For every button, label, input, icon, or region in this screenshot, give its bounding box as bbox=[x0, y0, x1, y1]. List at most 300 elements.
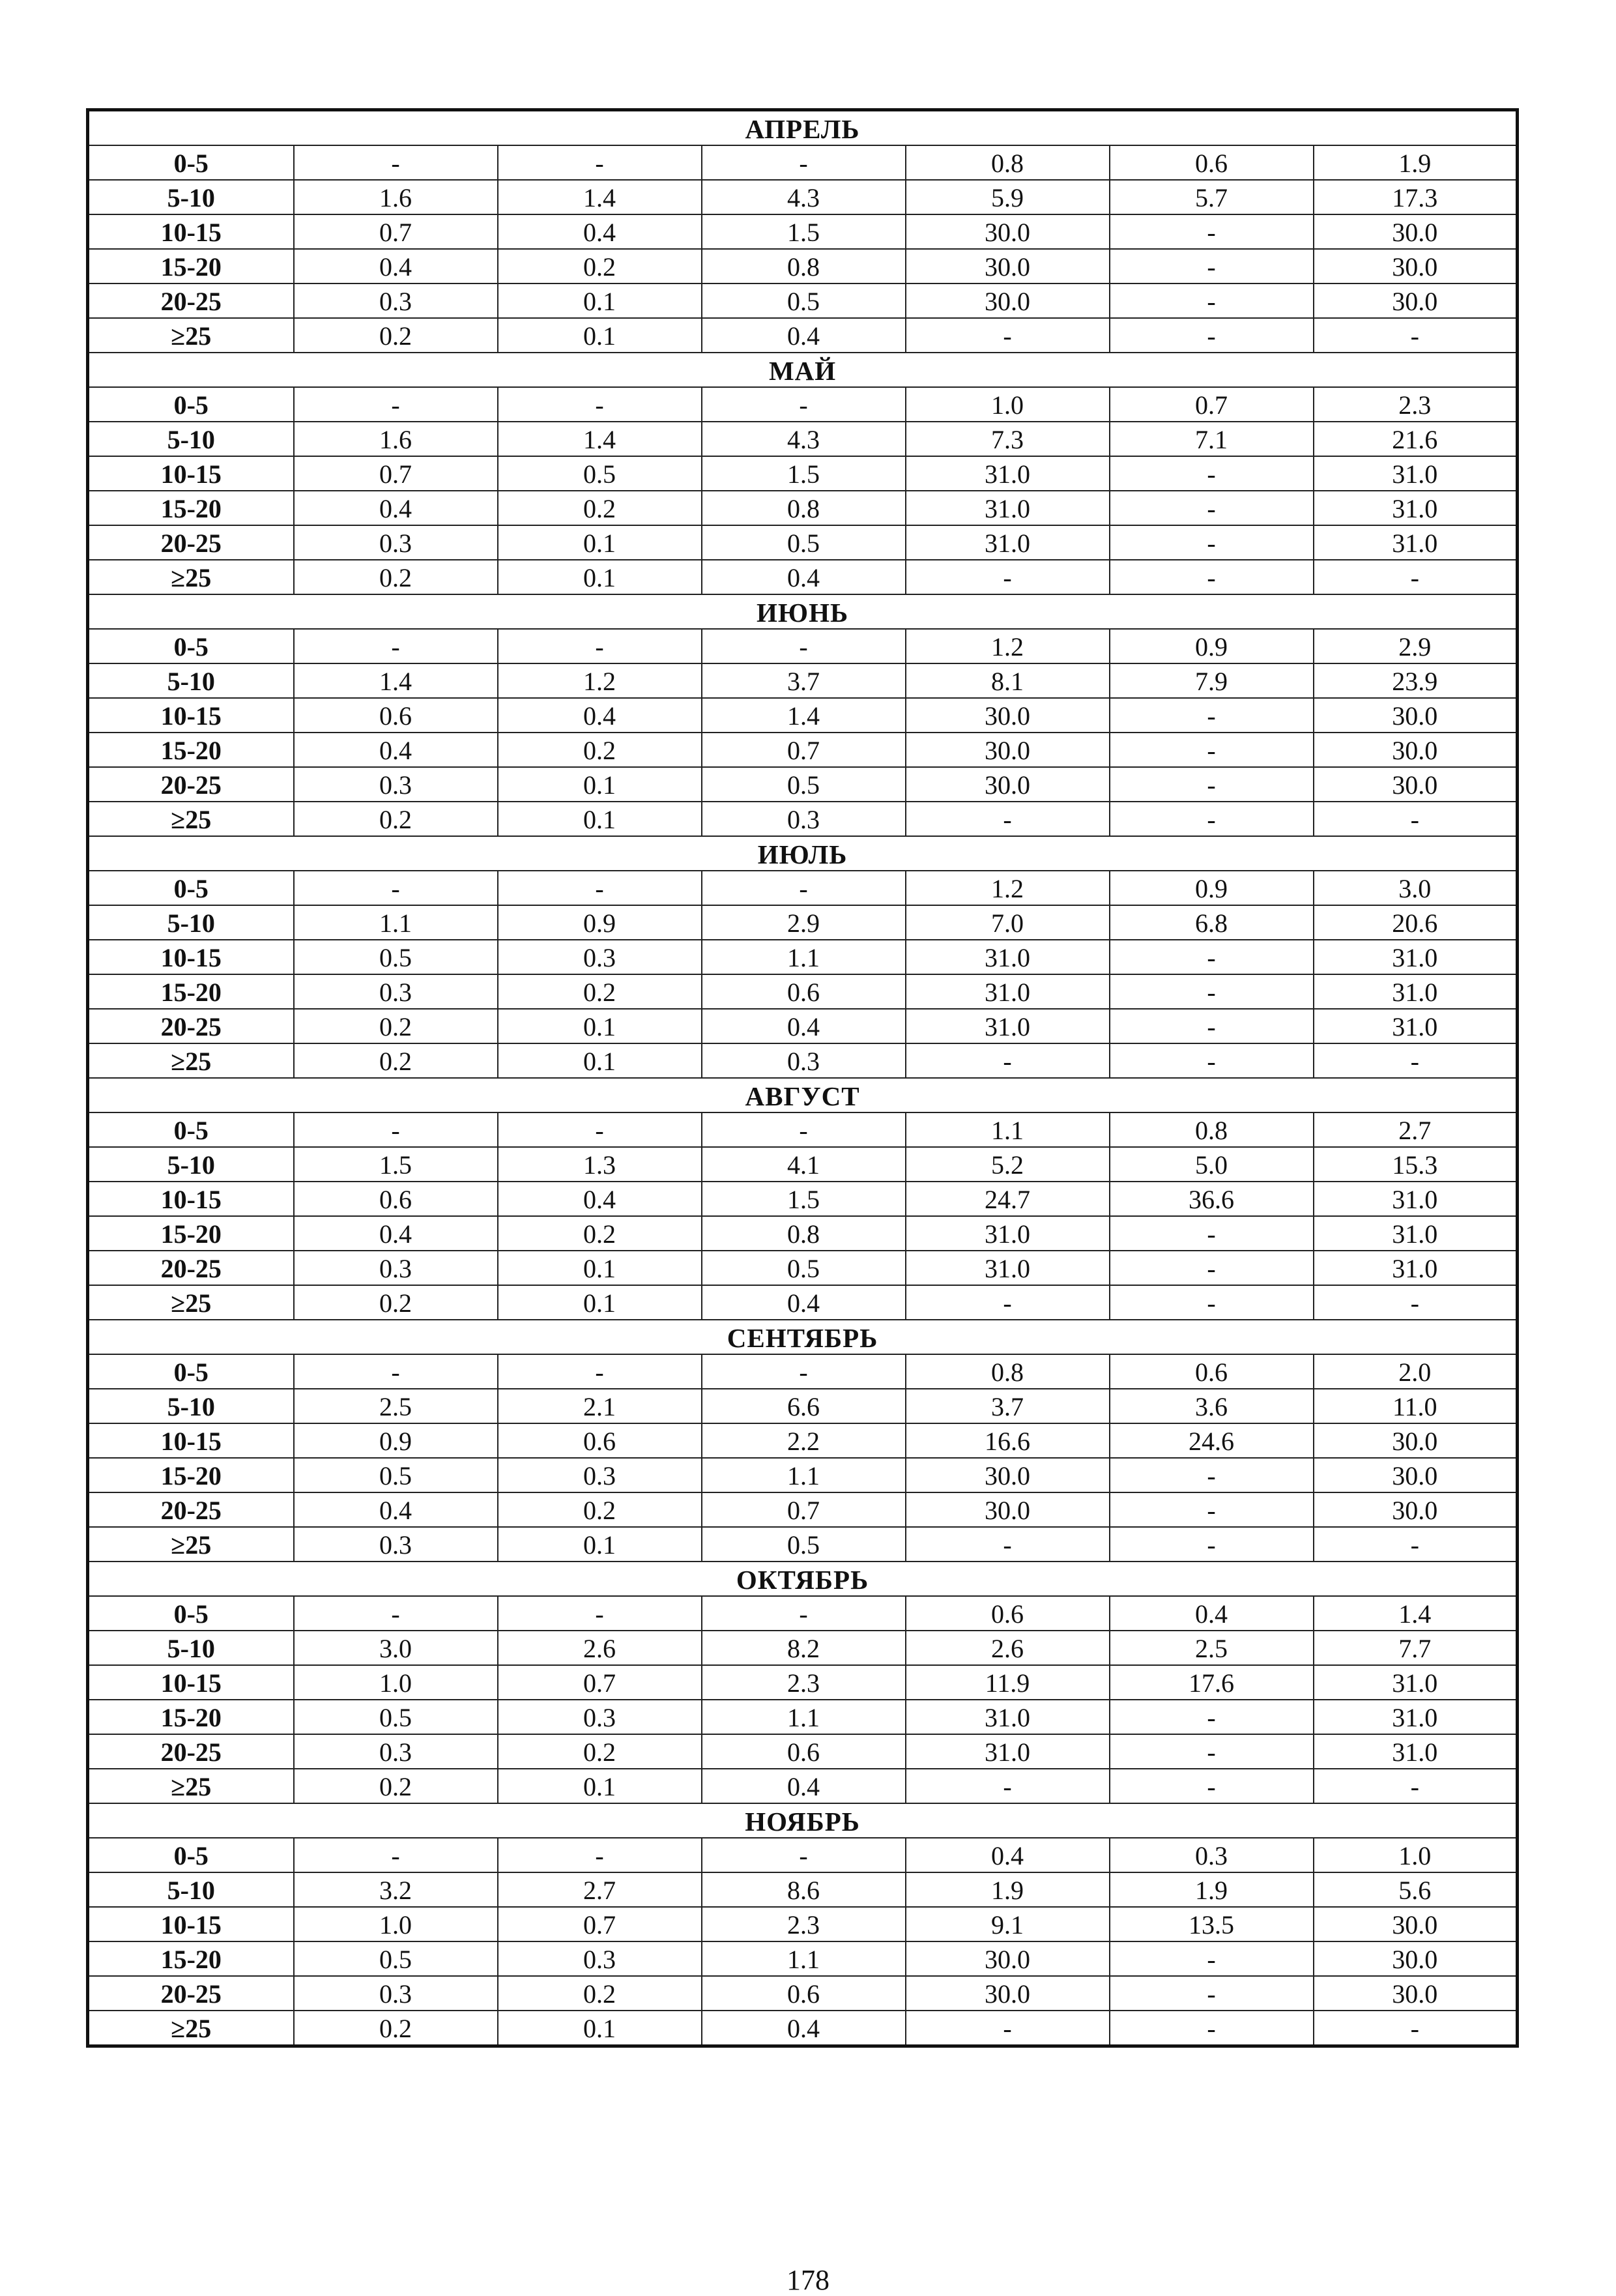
table-cell: - bbox=[1110, 214, 1314, 249]
table-row bbox=[88, 1976, 1518, 2011]
row-label: 0-5 bbox=[88, 871, 294, 905]
table-cell: 31.0 bbox=[1314, 1700, 1518, 1734]
table-row bbox=[88, 1354, 1518, 1389]
table-row bbox=[88, 1009, 1518, 1043]
table-cell: 3.6 bbox=[1110, 1389, 1314, 1423]
month-title: ИЮНЬ bbox=[88, 594, 1518, 629]
table-cell: 30.0 bbox=[1314, 698, 1518, 733]
table-cell: - bbox=[702, 871, 906, 905]
table-cell: 0.9 bbox=[1110, 871, 1314, 905]
table-row bbox=[88, 1147, 1518, 1182]
table-cell: - bbox=[1314, 1285, 1518, 1320]
table-cell: 0.1 bbox=[498, 525, 702, 560]
table-cell: 0.3 bbox=[294, 1251, 498, 1285]
table-cell: 0.2 bbox=[294, 560, 498, 594]
table-cell: 1.2 bbox=[906, 629, 1110, 663]
table-cell: 31.0 bbox=[906, 1734, 1110, 1769]
table-cell: 0.2 bbox=[498, 1976, 702, 2011]
table-cell: 5.9 bbox=[906, 180, 1110, 214]
table-row bbox=[88, 387, 1518, 422]
table-cell: - bbox=[906, 1285, 1110, 1320]
table-cell: - bbox=[1314, 1043, 1518, 1078]
table-cell: 0.4 bbox=[702, 560, 906, 594]
table-row bbox=[88, 1941, 1518, 1976]
table-row bbox=[88, 456, 1518, 491]
table-cell: 31.0 bbox=[1314, 491, 1518, 525]
table-cell: 1.3 bbox=[498, 1147, 702, 1182]
table-cell: - bbox=[702, 1838, 906, 1872]
table-cell: 31.0 bbox=[1314, 1182, 1518, 1216]
table-cell: 31.0 bbox=[906, 525, 1110, 560]
table-cell: 0.3 bbox=[294, 767, 498, 802]
table-cell: 4.3 bbox=[702, 180, 906, 214]
table-cell: 8.1 bbox=[906, 663, 1110, 698]
table-cell: 0.1 bbox=[498, 2011, 702, 2046]
table-cell: 0.5 bbox=[294, 1458, 498, 1492]
table-cell: 2.6 bbox=[498, 1631, 702, 1665]
table-cell: 0.4 bbox=[1110, 1596, 1314, 1631]
table-cell: 31.0 bbox=[906, 1216, 1110, 1251]
table-cell: 1.6 bbox=[294, 422, 498, 456]
table-cell: 30.0 bbox=[906, 1941, 1110, 1976]
table-cell: 31.0 bbox=[906, 1700, 1110, 1734]
table-cell: - bbox=[1110, 1976, 1314, 2011]
data-table bbox=[86, 108, 1519, 2048]
table-cell: 2.9 bbox=[702, 905, 906, 940]
row-label: 10-15 bbox=[88, 698, 294, 733]
table-cell: 0.5 bbox=[702, 525, 906, 560]
table-cell: 0.9 bbox=[294, 1423, 498, 1458]
table-cell: 1.4 bbox=[294, 663, 498, 698]
table-cell: 30.0 bbox=[1314, 1976, 1518, 2011]
table-cell: 0.6 bbox=[294, 698, 498, 733]
table-cell: 0.6 bbox=[1110, 145, 1314, 180]
table-cell: 30.0 bbox=[1314, 249, 1518, 283]
month-title: ОКТЯБРЬ bbox=[88, 1562, 1518, 1596]
table-cell: 2.3 bbox=[702, 1907, 906, 1941]
table-cell: 0.3 bbox=[702, 802, 906, 836]
table-cell: - bbox=[1314, 802, 1518, 836]
table-row bbox=[88, 1251, 1518, 1285]
table-cell: - bbox=[906, 560, 1110, 594]
table-cell: - bbox=[1110, 1492, 1314, 1527]
table-cell: 0.6 bbox=[498, 1423, 702, 1458]
table-cell: - bbox=[1314, 560, 1518, 594]
table-cell: - bbox=[1314, 1769, 1518, 1803]
table-cell: 24.7 bbox=[906, 1182, 1110, 1216]
table-row bbox=[88, 249, 1518, 283]
table-cell: 0.2 bbox=[498, 1492, 702, 1527]
row-label: ≥25 bbox=[88, 1769, 294, 1803]
table-cell: - bbox=[1314, 2011, 1518, 2046]
table-row bbox=[88, 1769, 1518, 1803]
table-cell: 1.0 bbox=[294, 1665, 498, 1700]
table-cell: - bbox=[1110, 1734, 1314, 1769]
row-label: 0-5 bbox=[88, 629, 294, 663]
table-cell: 1.9 bbox=[1314, 145, 1518, 180]
table-cell: - bbox=[906, 2011, 1110, 2046]
table-cell: 0.1 bbox=[498, 1251, 702, 1285]
table-cell: 1.4 bbox=[1314, 1596, 1518, 1631]
table-cell: 7.3 bbox=[906, 422, 1110, 456]
table-cell: 0.1 bbox=[498, 1769, 702, 1803]
table-cell: 2.5 bbox=[294, 1389, 498, 1423]
table-row bbox=[88, 974, 1518, 1009]
table-cell: 0.3 bbox=[702, 1043, 906, 1078]
row-label: 0-5 bbox=[88, 1112, 294, 1147]
table-cell: - bbox=[906, 1043, 1110, 1078]
table-cell: 2.3 bbox=[1314, 387, 1518, 422]
table-cell: - bbox=[702, 387, 906, 422]
table-cell: - bbox=[294, 145, 498, 180]
row-label: 20-25 bbox=[88, 1009, 294, 1043]
table-cell: 0.9 bbox=[1110, 629, 1314, 663]
table-cell: 0.5 bbox=[702, 283, 906, 318]
table-cell: 0.7 bbox=[294, 456, 498, 491]
row-label: 0-5 bbox=[88, 145, 294, 180]
table-cell: 1.4 bbox=[498, 180, 702, 214]
table-cell: 30.0 bbox=[1314, 1423, 1518, 1458]
page-number: 178 bbox=[786, 2264, 830, 2296]
table-cell: 7.0 bbox=[906, 905, 1110, 940]
table-cell: 0.4 bbox=[498, 1182, 702, 1216]
table-cell: 1.2 bbox=[498, 663, 702, 698]
table-cell: 0.3 bbox=[498, 1458, 702, 1492]
table-cell: 0.4 bbox=[906, 1838, 1110, 1872]
table-cell: 5.0 bbox=[1110, 1147, 1314, 1182]
table-cell: 13.5 bbox=[1110, 1907, 1314, 1941]
table-cell: - bbox=[1110, 1458, 1314, 1492]
table-row bbox=[88, 180, 1518, 214]
table-cell: 3.0 bbox=[1314, 871, 1518, 905]
table-cell: - bbox=[294, 871, 498, 905]
table-cell: 30.0 bbox=[906, 1492, 1110, 1527]
table-cell: 7.9 bbox=[1110, 663, 1314, 698]
row-label: 20-25 bbox=[88, 525, 294, 560]
table-cell: 31.0 bbox=[1314, 456, 1518, 491]
row-label: ≥25 bbox=[88, 2011, 294, 2046]
table-cell: - bbox=[498, 145, 702, 180]
month-title: МАЙ bbox=[88, 353, 1518, 387]
table-cell: 0.2 bbox=[498, 249, 702, 283]
table-cell: 1.5 bbox=[702, 1182, 906, 1216]
table-cell: - bbox=[1110, 940, 1314, 974]
table-row bbox=[88, 1907, 1518, 1941]
table-cell: 0.4 bbox=[702, 2011, 906, 2046]
table-row bbox=[88, 802, 1518, 836]
table-cell: 30.0 bbox=[906, 767, 1110, 802]
table-cell: 0.7 bbox=[702, 1492, 906, 1527]
table-cell: 0.1 bbox=[498, 1043, 702, 1078]
row-label: 10-15 bbox=[88, 456, 294, 491]
row-label: 20-25 bbox=[88, 1251, 294, 1285]
table-cell: 0.8 bbox=[702, 249, 906, 283]
row-label: 5-10 bbox=[88, 1872, 294, 1907]
table-cell: 1.0 bbox=[1314, 1838, 1518, 1872]
table-row bbox=[88, 1389, 1518, 1423]
table-cell: 30.0 bbox=[906, 249, 1110, 283]
table-cell: 1.6 bbox=[294, 180, 498, 214]
table-cell: 4.3 bbox=[702, 422, 906, 456]
row-label: 20-25 bbox=[88, 767, 294, 802]
table-cell: - bbox=[1110, 1043, 1314, 1078]
table-cell: - bbox=[1110, 318, 1314, 353]
table-cell: 0.2 bbox=[294, 1769, 498, 1803]
table-cell: - bbox=[1110, 1009, 1314, 1043]
table-cell: - bbox=[498, 1838, 702, 1872]
table-cell: 1.5 bbox=[702, 214, 906, 249]
table-cell: 0.3 bbox=[498, 940, 702, 974]
row-label: 15-20 bbox=[88, 491, 294, 525]
row-label: 10-15 bbox=[88, 1907, 294, 1941]
table-cell: 0.7 bbox=[498, 1907, 702, 1941]
row-label: ≥25 bbox=[88, 1285, 294, 1320]
table-cell: - bbox=[1110, 283, 1314, 318]
table-cell: 30.0 bbox=[906, 214, 1110, 249]
table-cell: - bbox=[1110, 1769, 1314, 1803]
table-cell: 2.7 bbox=[1314, 1112, 1518, 1147]
table-cell: - bbox=[702, 145, 906, 180]
table-row bbox=[88, 560, 1518, 594]
table-row bbox=[88, 1216, 1518, 1251]
table-cell: - bbox=[1110, 767, 1314, 802]
table-cell: 30.0 bbox=[1314, 733, 1518, 767]
table-cell: 0.2 bbox=[498, 733, 702, 767]
table-row bbox=[88, 663, 1518, 698]
row-label: 10-15 bbox=[88, 214, 294, 249]
table-cell: 0.2 bbox=[294, 318, 498, 353]
month-title: НОЯБРЬ bbox=[88, 1803, 1518, 1838]
row-label: 20-25 bbox=[88, 1492, 294, 1527]
table-cell: 31.0 bbox=[906, 1251, 1110, 1285]
table-cell: 1.1 bbox=[294, 905, 498, 940]
table-cell: 7.7 bbox=[1314, 1631, 1518, 1665]
table-row bbox=[88, 1458, 1518, 1492]
table-row bbox=[88, 525, 1518, 560]
table-cell: 1.1 bbox=[702, 1941, 906, 1976]
table-cell: 0.5 bbox=[702, 1251, 906, 1285]
table-row bbox=[88, 318, 1518, 353]
table-row bbox=[88, 145, 1518, 180]
table-cell: 0.2 bbox=[498, 974, 702, 1009]
table-row bbox=[88, 698, 1518, 733]
table-row bbox=[88, 1665, 1518, 1700]
row-label: ≥25 bbox=[88, 1043, 294, 1078]
table-body bbox=[88, 110, 1518, 2046]
table-row bbox=[88, 871, 1518, 905]
table-cell: - bbox=[498, 1596, 702, 1631]
table-cell: 0.6 bbox=[702, 974, 906, 1009]
table-cell: 30.0 bbox=[1314, 767, 1518, 802]
table-cell: 1.9 bbox=[906, 1872, 1110, 1907]
table-cell: 0.8 bbox=[906, 1354, 1110, 1389]
table-row bbox=[88, 1423, 1518, 1458]
table-cell: - bbox=[1110, 456, 1314, 491]
row-label: ≥25 bbox=[88, 1527, 294, 1562]
table-cell: - bbox=[1110, 1285, 1314, 1320]
table-cell: 0.4 bbox=[702, 1285, 906, 1320]
row-label: 20-25 bbox=[88, 1976, 294, 2011]
table-cell: - bbox=[906, 802, 1110, 836]
table-cell: 0.6 bbox=[1110, 1354, 1314, 1389]
table-cell: 0.5 bbox=[702, 1527, 906, 1562]
row-label: 0-5 bbox=[88, 387, 294, 422]
row-label: ≥25 bbox=[88, 802, 294, 836]
row-label: 15-20 bbox=[88, 1700, 294, 1734]
table-cell: 20.6 bbox=[1314, 905, 1518, 940]
table-cell: 3.7 bbox=[906, 1389, 1110, 1423]
table-cell: - bbox=[294, 1112, 498, 1147]
table-cell: 0.4 bbox=[294, 249, 498, 283]
table-row bbox=[88, 1285, 1518, 1320]
row-label: 5-10 bbox=[88, 1389, 294, 1423]
table-cell: 2.5 bbox=[1110, 1631, 1314, 1665]
table-cell: 31.0 bbox=[1314, 974, 1518, 1009]
table-row bbox=[88, 1838, 1518, 1872]
table-cell: 30.0 bbox=[1314, 1492, 1518, 1527]
table-cell: 1.5 bbox=[702, 456, 906, 491]
table-cell: 1.5 bbox=[294, 1147, 498, 1182]
table-cell: - bbox=[498, 871, 702, 905]
table-cell: 0.4 bbox=[294, 733, 498, 767]
table-cell: 0.6 bbox=[906, 1596, 1110, 1631]
table-cell: - bbox=[1110, 802, 1314, 836]
table-cell: 31.0 bbox=[1314, 1216, 1518, 1251]
table-row bbox=[88, 767, 1518, 802]
month-title: АВГУСТ bbox=[88, 1078, 1518, 1112]
month-header-row bbox=[88, 353, 1518, 387]
table-cell: 1.1 bbox=[702, 940, 906, 974]
month-title: ИЮЛЬ bbox=[88, 836, 1518, 871]
table-cell: 0.8 bbox=[906, 145, 1110, 180]
row-label: 5-10 bbox=[88, 1147, 294, 1182]
table-cell: 0.2 bbox=[498, 1216, 702, 1251]
table-cell: 0.4 bbox=[702, 318, 906, 353]
month-header-row bbox=[88, 110, 1518, 146]
table-cell: 0.1 bbox=[498, 802, 702, 836]
table-cell: 1.1 bbox=[702, 1458, 906, 1492]
table-cell: 0.1 bbox=[498, 767, 702, 802]
table-cell: 0.1 bbox=[498, 560, 702, 594]
table-cell: 5.6 bbox=[1314, 1872, 1518, 1907]
table-cell: 8.2 bbox=[702, 1631, 906, 1665]
table-cell: 0.4 bbox=[294, 1216, 498, 1251]
table-cell: 2.7 bbox=[498, 1872, 702, 1907]
table-cell: - bbox=[702, 1112, 906, 1147]
table-cell: 24.6 bbox=[1110, 1423, 1314, 1458]
table-cell: 11.0 bbox=[1314, 1389, 1518, 1423]
table-cell: 2.0 bbox=[1314, 1354, 1518, 1389]
table-row bbox=[88, 1700, 1518, 1734]
table-row bbox=[88, 1631, 1518, 1665]
table-row bbox=[88, 1112, 1518, 1147]
table-cell: 4.1 bbox=[702, 1147, 906, 1182]
table-cell: 30.0 bbox=[1314, 283, 1518, 318]
month-title: СЕНТЯБРЬ bbox=[88, 1320, 1518, 1354]
table-cell: 2.9 bbox=[1314, 629, 1518, 663]
table-cell: 15.3 bbox=[1314, 1147, 1518, 1182]
table-cell: - bbox=[498, 629, 702, 663]
table-cell: 31.0 bbox=[1314, 1665, 1518, 1700]
table-cell: 0.5 bbox=[294, 940, 498, 974]
table-cell: 30.0 bbox=[906, 698, 1110, 733]
table-cell: 0.3 bbox=[1110, 1838, 1314, 1872]
table-cell: 1.4 bbox=[498, 422, 702, 456]
month-header-row bbox=[88, 836, 1518, 871]
row-label: 10-15 bbox=[88, 1665, 294, 1700]
month-title: АПРЕЛЬ bbox=[88, 110, 1518, 146]
row-label: 0-5 bbox=[88, 1596, 294, 1631]
row-label: 0-5 bbox=[88, 1354, 294, 1389]
table-cell: 3.7 bbox=[702, 663, 906, 698]
table-cell: 30.0 bbox=[906, 283, 1110, 318]
table-cell: - bbox=[1110, 1941, 1314, 1976]
row-label: 15-20 bbox=[88, 1216, 294, 1251]
table-cell: 0.4 bbox=[702, 1769, 906, 1803]
table-row bbox=[88, 422, 1518, 456]
table-cell: 1.0 bbox=[906, 387, 1110, 422]
table-cell: - bbox=[1110, 249, 1314, 283]
table-row bbox=[88, 1492, 1518, 1527]
table-cell: 0.7 bbox=[1110, 387, 1314, 422]
table-row bbox=[88, 1734, 1518, 1769]
table-cell: 31.0 bbox=[1314, 1009, 1518, 1043]
table-cell: 0.2 bbox=[294, 2011, 498, 2046]
table-cell: 0.2 bbox=[294, 802, 498, 836]
table-row bbox=[88, 1043, 1518, 1078]
table-cell: 0.8 bbox=[702, 1216, 906, 1251]
table-cell: 0.8 bbox=[1110, 1112, 1314, 1147]
table-row bbox=[88, 491, 1518, 525]
table-cell: 2.3 bbox=[702, 1665, 906, 1700]
table-cell: 23.9 bbox=[1314, 663, 1518, 698]
table-cell: 0.4 bbox=[294, 1492, 498, 1527]
table-cell: 31.0 bbox=[906, 940, 1110, 974]
row-label: 10-15 bbox=[88, 940, 294, 974]
table-row bbox=[88, 283, 1518, 318]
table-cell: 0.5 bbox=[498, 456, 702, 491]
table-cell: 3.0 bbox=[294, 1631, 498, 1665]
table-cell: 30.0 bbox=[906, 1976, 1110, 2011]
table-cell: 0.4 bbox=[498, 698, 702, 733]
table-cell: 6.6 bbox=[702, 1389, 906, 1423]
table-cell: - bbox=[1110, 974, 1314, 1009]
table-cell: 1.4 bbox=[702, 698, 906, 733]
table-cell: 0.9 bbox=[498, 905, 702, 940]
table-cell: - bbox=[1110, 1216, 1314, 1251]
table-cell: 0.2 bbox=[294, 1285, 498, 1320]
table-row bbox=[88, 1596, 1518, 1631]
table-cell: - bbox=[702, 1596, 906, 1631]
table-cell: 0.6 bbox=[702, 1734, 906, 1769]
row-label: 5-10 bbox=[88, 1631, 294, 1665]
table-cell: - bbox=[1314, 318, 1518, 353]
table-row bbox=[88, 1527, 1518, 1562]
table-cell: 1.9 bbox=[1110, 1872, 1314, 1907]
table-cell: 0.5 bbox=[294, 1941, 498, 1976]
table-cell: 0.3 bbox=[294, 1734, 498, 1769]
row-label: 15-20 bbox=[88, 1941, 294, 1976]
table-row bbox=[88, 905, 1518, 940]
table-cell: 30.0 bbox=[906, 1458, 1110, 1492]
row-label: 0-5 bbox=[88, 1838, 294, 1872]
table-cell: - bbox=[1110, 1527, 1314, 1562]
table-cell: 0.1 bbox=[498, 1285, 702, 1320]
table-cell: 1.1 bbox=[906, 1112, 1110, 1147]
table-cell: - bbox=[1110, 2011, 1314, 2046]
table-cell: 21.6 bbox=[1314, 422, 1518, 456]
row-label: 10-15 bbox=[88, 1423, 294, 1458]
